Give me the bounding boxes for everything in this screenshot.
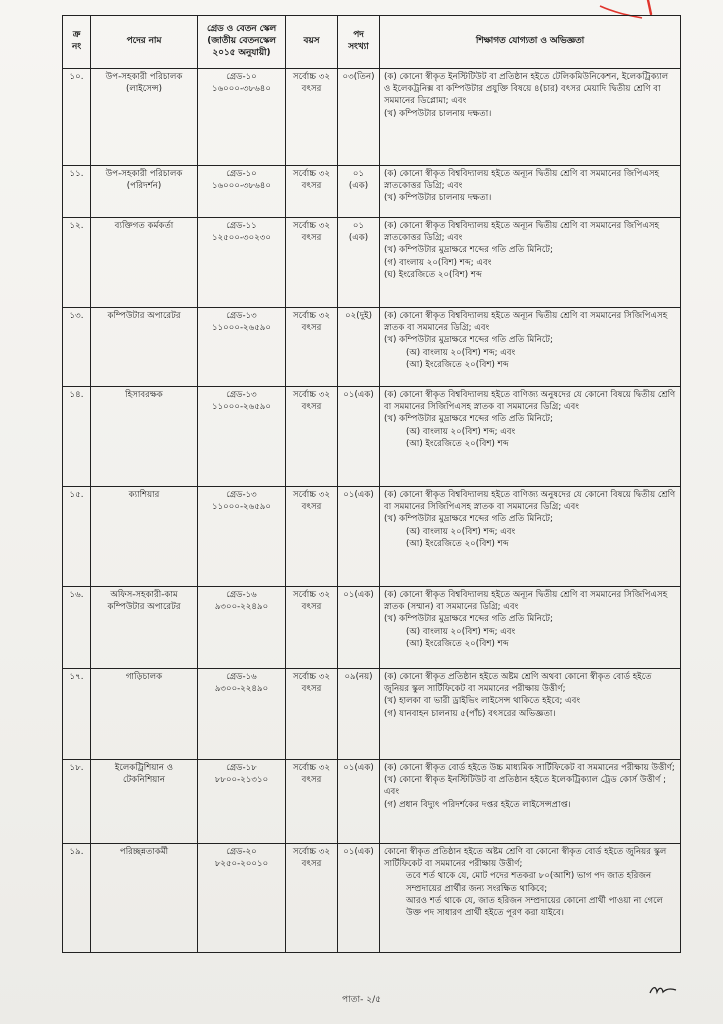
qualification-line: (খ) কোনো স্বীকৃত ইনস্টিটিউট বা প্রতিষ্ঠান হইতে ইলেকট্রিক্যাল ট্রেড কোর্স উত্তীর্ণ ; এবং	[384, 775, 666, 798]
row-qualification	[380, 218, 681, 308]
qualification-line: (অ) বাংলায় ২০(বিশ) শব্দ; এবং	[406, 626, 516, 637]
row-qualification	[380, 308, 681, 387]
row-post-name: হিসাবরক্ষক	[91, 387, 198, 487]
row-qualification	[380, 487, 681, 587]
row-post-name: কম্পিউটার অপারেটর	[91, 308, 198, 387]
qualification-line: (ক) কোনো স্বীকৃত বিশ্ববিদ্যালয় হইতে অন্যূন দ্বিতীয় শ্রেণি বা সমমানের জিপিএসহ স্নাতকোত্তর ডিগ্রি; এবং	[384, 169, 660, 192]
row-age-limit: সর্বোচ্চ ৩২ বৎসর	[286, 387, 338, 487]
row-serial: ১৫.	[63, 487, 91, 587]
qualification-line: (আ) ইংরেজিতে ২০(বিশ) শব্দ	[406, 538, 509, 549]
qualification-line: (ক) কোনো স্বীকৃত বিশ্ববিদ্যালয় হইতে অন্যূন দ্বিতীয় শ্রেণি বা সমমানের জিপিএসহ স্নাতকোত্তর ডিগ্রি; এবং	[384, 221, 660, 244]
row-grade-scale: গ্রেড-২০ ৮২৫০-২০০১০	[198, 844, 286, 953]
row-qualification	[380, 669, 681, 760]
table-row	[63, 669, 681, 760]
qualification-line: (খ) কম্পিউটার মুদ্রাক্ষরে শব্দের গতি প্রতি মিনিটে;	[384, 414, 553, 425]
qualification-line: (খ) কম্পিউটার মুদ্রাক্ষরে শব্দের গতি প্রতি মিনিটে;	[384, 514, 553, 525]
row-age-limit: সর্বোচ্চ ৩২ বৎসর	[286, 308, 338, 387]
row-post-name: ব্যক্তিগত কর্মকর্তা	[91, 218, 198, 308]
row-age-limit: সর্বোচ্চ ৩২ বৎসর	[286, 166, 338, 218]
qualification-line: (ক) কোনো স্বীকৃত বোর্ড হইতে উচ্চ মাধ্যমিক সার্টিফিকেট বা সমমানের পরীক্ষায় উত্তীর্ণ;	[384, 763, 675, 773]
header-serial: ক্র নং	[63, 16, 91, 69]
table-row	[63, 69, 681, 166]
qualification-line: (অ) বাংলায় ২০(বিশ) শব্দ; এবং	[406, 347, 516, 358]
row-age-limit: সর্বোচ্চ ৩২ বৎসর	[286, 844, 338, 953]
row-qualification	[380, 166, 681, 218]
qualification-line: (খ) কম্পিউটার চালনায় দক্ষতা।	[384, 193, 492, 204]
row-grade-scale: গ্রেড-১৬ ৯৩০০-২২৪৯০	[198, 669, 286, 760]
qualification-line: (ক) কোনো স্বীকৃত বিশ্ববিদ্যালয় হইতে অন্যূন দ্বিতীয় শ্রেণি বা সমমানের সিজিপিএসহ স্নাতক বা সমমানের ডিগ্রি; এবং	[384, 311, 668, 334]
qualification-line: (খ) হালকা বা ভারী ড্রাইভিং লাইসেন্স থাকিতে হইবে; এবং	[384, 696, 581, 707]
row-grade-scale: গ্রেড-১৮ ৮৮০০-২১৩১০	[198, 760, 286, 844]
qualification-line: (গ) বাংলায় ২০(বিশ) শব্দ; এবং	[384, 257, 492, 268]
row-post-count: ০১(এক)	[338, 487, 380, 587]
row-age-limit: সর্বোচ্চ ৩২ বৎসর	[286, 69, 338, 166]
qualification-line: (আ) ইংরেজিতে ২০(বিশ) শব্দ	[406, 438, 509, 449]
row-grade-scale: গ্রেড-১১ ১২৫০০-৩০২৩০	[198, 218, 286, 308]
row-grade-scale: গ্রেড-১৩ ১১০০০-২৬৫৯০	[198, 387, 286, 487]
row-post-count: ০১(এক)	[338, 387, 380, 487]
qualification-line: (ক) কোনো স্বীকৃত বিশ্ববিদ্যালয় হইতে অন্যূন দ্বিতীয় শ্রেণি বা সমমানের সিজিপিএসহ স্নাতক (সম্মান) বা সমমানের ডিগ্রি; এবং	[384, 590, 668, 613]
row-post-count: ০১ (এক)	[338, 218, 380, 308]
qualification-line: (ক) কোনো স্বীকৃত বিশ্ববিদ্যালয় হইতে বাণিজ্য অনুষদের যে কোনো বিষয়ে দ্বিতীয় শ্রেণি বা সমমানের সিজিপিএসহ স্নাতক বা সমমানের ডিগ্রি; এবং	[384, 490, 676, 513]
qualification-line: (অ) বাংলায় ২০(বিশ) শব্দ; এবং	[406, 526, 516, 537]
row-serial: ১৯.	[63, 844, 91, 953]
table-row	[63, 844, 681, 953]
qualification-line: (ক) কোনো স্বীকৃত ইনস্টিটিউট বা প্রতিষ্ঠান হইতে টেলিকমিউনিকেশন, ইলেকট্রিক্যাল ও ইলেকট্রনিক্স বা কম্পিউটার প্রযুক্তি বিষয়ে ৪(চার) বৎসর মেয়াদি দ্বিতীয় শ্রেণি বা সমমানের ডিপ্লোমা; এবং	[384, 72, 669, 107]
qualification-line: (ক) কোনো স্বীকৃত প্রতিষ্ঠান হইতে অষ্টম শ্রেণি অথবা কোনো স্বীকৃত বোর্ড হইতে জুনিয়র স্কুল সার্টিফিকেট বা সমমানের পরীক্ষায় উত্তীর্ণ;	[384, 672, 652, 695]
qualification-line: (গ) যানবাহন চালনায় ৫(পাঁচ) বৎসরের অভিজ্ঞতা।	[384, 708, 556, 719]
row-qualification	[380, 844, 681, 953]
qualification-line: (গ) প্রধান বিদ্যুৎ পরিদর্শকের দপ্তর হইতে লাইসেন্সপ্রাপ্ত।	[384, 799, 571, 810]
qualification-line: (খ) কম্পিউটার মুদ্রাক্ষরে শব্দের গতি প্রতি মিনিটে;	[384, 245, 553, 256]
row-qualification	[380, 587, 681, 669]
table-row	[63, 487, 681, 587]
table-row	[63, 308, 681, 387]
row-post-count: ০১ (এক)	[338, 166, 380, 218]
row-post-name: উপ-সহকারী পরিচালক (লাইসেন্স)	[91, 69, 198, 166]
table-row	[63, 587, 681, 669]
row-grade-scale: গ্রেড-১০ ১৬০০০-৩৮৬৪০	[198, 166, 286, 218]
row-age-limit: সর্বোচ্চ ৩২ বৎসর	[286, 669, 338, 760]
header-qualification: শিক্ষাগত যোগ্যতা ও অভিজ্ঞতা	[380, 16, 681, 69]
row-age-limit: সর্বোচ্চ ৩২ বৎসর	[286, 587, 338, 669]
qualification-line: (খ) কম্পিউটার চালনায় দক্ষতা।	[384, 108, 492, 119]
table-row	[63, 760, 681, 844]
qualification-line: (আ) ইংরেজিতে ২০(বিশ) শব্দ	[406, 359, 509, 370]
row-post-count: ০২(দুই)	[338, 308, 380, 387]
row-serial: ১৪.	[63, 387, 91, 487]
qualification-line: (ক) কোনো স্বীকৃত বিশ্ববিদ্যালয় হইতে বাণিজ্য অনুষদের যে কোনো বিষয়ে দ্বিতীয় শ্রেণি বা সমমানের সিজিপিএসহ স্নাতক বা সমমানের ডিগ্রি; এবং	[384, 390, 676, 413]
qualification-line: তবে শর্ত থাকে যে, মোট পদের শতকরা ৮০(আশি) ভাগ পদ জাত হরিজন সম্প্রদায়ের প্রার্থীর জন্য সংরক্ষিত থাকিবে;	[406, 871, 652, 894]
row-grade-scale: গ্রেড-১৬ ৯৩০০-২২৪৯০	[198, 587, 286, 669]
table-row	[63, 166, 681, 218]
header-grade-scale: গ্রেড ও বেতন স্কেল (জাতীয় বেতনস্কেল ২০১৫ অনুযায়ী)	[198, 16, 286, 69]
row-serial: ১২.	[63, 218, 91, 308]
signature-icon	[648, 983, 678, 999]
row-post-name: উপ-সহকারী পরিচালক (পরিদর্শন)	[91, 166, 198, 218]
qualification-line: (খ) কম্পিউটার মুদ্রাক্ষরে শব্দের গতি প্রতি মিনিটে;	[384, 614, 553, 625]
qualification-line: (ঘ) ইংরেজিতে ২০(বিশ) শব্দ	[384, 269, 482, 280]
row-qualification	[380, 760, 681, 844]
row-post-name: ক্যাশিয়ার	[91, 487, 198, 587]
row-serial: ১৮.	[63, 760, 91, 844]
row-qualification	[380, 387, 681, 487]
qualification-line: আরও শর্ত থাকে যে, জাত হরিজন সম্প্রদায়ের কোনো প্রার্থী পাওয়া না গেলে উক্ত পদ সাধারণ প্রার্থী হইতে পূরণ করা যাইবে।	[406, 895, 663, 919]
table-header-row	[63, 16, 681, 69]
row-age-limit: সর্বোচ্চ ৩২ বৎসর	[286, 760, 338, 844]
row-serial: ১১.	[63, 166, 91, 218]
row-post-name: গাড়িচালক	[91, 669, 198, 760]
posts-table	[62, 15, 681, 953]
row-qualification	[380, 69, 681, 166]
page-number: পাতা- ২/৫	[342, 995, 381, 1005]
row-age-limit: সর্বোচ্চ ৩২ বৎসর	[286, 218, 338, 308]
table-row	[63, 218, 681, 308]
row-grade-scale: গ্রেড-১৩ ১১০০০-২৬৫৯০	[198, 487, 286, 587]
row-post-count: ০১(এক)	[338, 844, 380, 953]
row-serial: ১৬.	[63, 587, 91, 669]
table-row	[63, 387, 681, 487]
row-post-count: ০৯(নয়)	[338, 669, 380, 760]
row-post-count: ০১(এক)	[338, 587, 380, 669]
row-age-limit: সর্বোচ্চ ৩২ বৎসর	[286, 487, 338, 587]
row-grade-scale: গ্রেড-১০ ১৬০০০-৩৮৬৪০	[198, 69, 286, 166]
row-grade-scale: গ্রেড-১৩ ১১০০০-২৬৫৯০	[198, 308, 286, 387]
row-serial: ১০.	[63, 69, 91, 166]
qualification-line: (খ) কম্পিউটার মুদ্রাক্ষরে শব্দের গতি প্রতি মিনিটে;	[384, 335, 553, 346]
qualification-line: (অ) বাংলায় ২০(বিশ) শব্দ; এবং	[406, 426, 516, 437]
qualification-line: (আ) ইংরেজিতে ২০(বিশ) শব্দ	[406, 638, 509, 649]
row-post-count: ০৩(তিন)	[338, 69, 380, 166]
row-post-name: পরিচ্ছন্নতাকর্মী	[91, 844, 198, 953]
row-post-name: অফিস-সহকারী-কাম কম্পিউটার অপারেটর	[91, 587, 198, 669]
header-post-name: পদের নাম	[91, 16, 198, 69]
header-post-count: পদ সংখ্যা	[338, 16, 380, 69]
row-post-count: ০১(এক)	[338, 760, 380, 844]
qualification-line: কোনো স্বীকৃত প্রতিষ্ঠান হইতে অষ্টম শ্রেণি বা কোনো স্বীকৃত বোর্ড হইতে জুনিয়র স্কুল সার্টিফিকেট বা সমমানের পরীক্ষায় উত্তীর্ণ;	[384, 847, 667, 870]
row-serial: ১৭.	[63, 669, 91, 760]
row-serial: ১৩.	[63, 308, 91, 387]
header-age: বয়স	[286, 16, 338, 69]
row-post-name: ইলেকট্রিশিয়ান ও টেকনিশিয়ান	[91, 760, 198, 844]
